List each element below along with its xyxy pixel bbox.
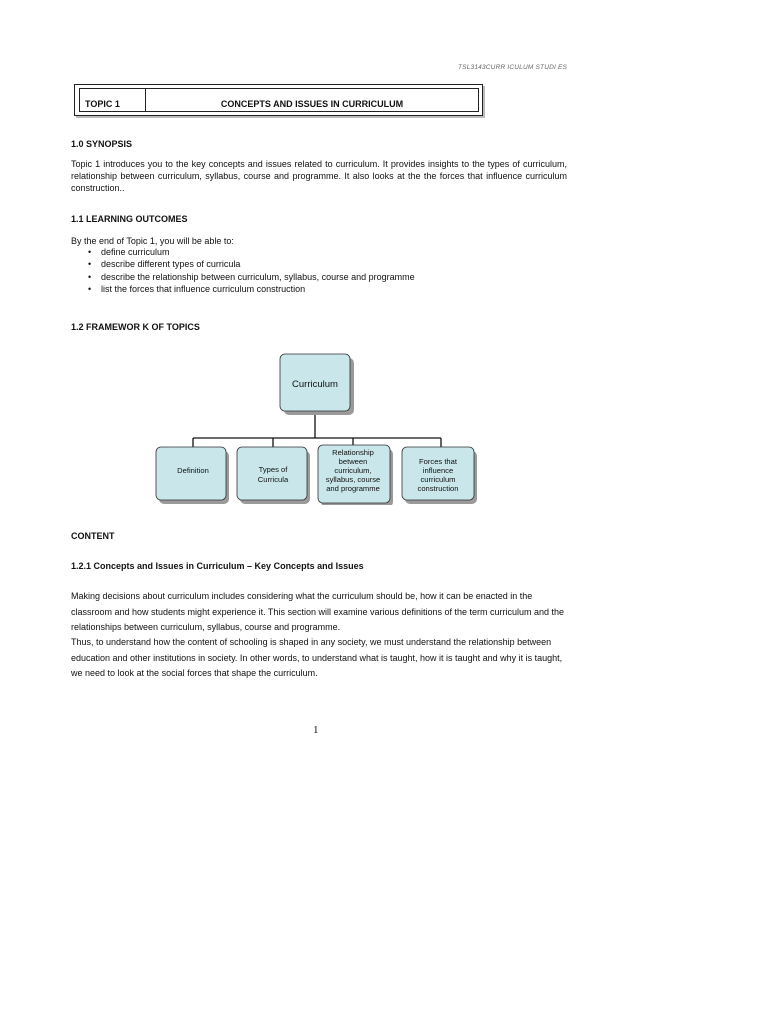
diagram-node-label: between	[338, 457, 368, 466]
learning-outcomes-heading: 1.1 LEARNING OUTCOMES	[71, 214, 188, 224]
content-paragraph-2: Thus, to understand how the content of schooling is shaped in any society, we must understand the relationship between education and other institutions in society. In other words, to understand what is taught, how it is taught and why it is taught, we need to look at the social forces that shape the curriculum.	[71, 637, 563, 678]
page-number: 1	[313, 724, 319, 736]
diagram-connectors	[193, 415, 441, 447]
topic-title-box	[74, 84, 483, 116]
content-paragraph-1: Making decisions about curriculum includes considering what the curriculum should be, how it can be enacted in the classroom and how students might experience it. This section will examine various definitions of the term curriculum and the relationships between curriculum, syllabus, course and programme.	[71, 591, 565, 632]
topic-title: CONCEPTS AND ISSUES IN CURRICULUM	[145, 88, 479, 112]
diagram-node-label: influence	[422, 466, 454, 475]
list-item: • define curriculum	[101, 246, 581, 258]
diagram-node-curriculum	[280, 354, 354, 415]
content-heading: CONTENT	[71, 531, 115, 541]
diagram-node-label: construction	[417, 484, 459, 493]
diagram-node-label: syllabus, course	[325, 475, 381, 484]
framework-diagram	[148, 350, 478, 505]
diagram-node-label: Forces that	[419, 457, 457, 466]
topic-number: TOPIC 1	[79, 88, 146, 112]
list-item: • list the forces that influence curriculum construction	[101, 283, 581, 295]
diagram-node-label: and programme	[326, 484, 380, 493]
learning-outcomes-list	[71, 246, 581, 295]
content-subheading: 1.2.1 Concepts and Issues in Curriculum – Key Concepts and Issues	[71, 561, 364, 571]
diagram-node-label: Types of	[258, 465, 288, 474]
diagram-node-definition	[156, 447, 229, 504]
synopsis-heading: 1.0 SYNOPSIS	[71, 139, 133, 149]
synopsis-text: Topic 1 introduces you to the key concepts and issues related to curriculum. It provides insights to the types of curriculum, relationship between curriculum, syllabus, course and programme. It also looks at the the forces that influence curriculum construction..	[71, 159, 567, 193]
diagram-node-relationship	[318, 445, 393, 505]
list-item: • describe the relationship between curriculum, syllabus, course and programme	[101, 271, 581, 283]
diagram-node-label: curriculum,	[334, 466, 372, 475]
framework-heading: 1.2 FRAMEWOR K OF TOPICS	[71, 322, 200, 332]
diagram-node-label: Relationship	[332, 448, 374, 457]
diagram-node-label: Definition	[177, 466, 209, 475]
diagram-node-label: Curricula	[257, 475, 289, 484]
diagram-node-forces	[402, 447, 477, 504]
diagram-node-types-of-curricula	[237, 447, 310, 504]
diagram-node-label: curriculum	[420, 475, 456, 484]
diagram-node-label: Curriculum	[292, 379, 338, 390]
learning-outcomes-intro: By the end of Topic 1, you will be able to:	[71, 236, 234, 246]
document-code-header: TSL3143CURR ICULUM STUDI ES	[458, 64, 568, 71]
list-item: • describe different types of curricula	[101, 258, 581, 270]
